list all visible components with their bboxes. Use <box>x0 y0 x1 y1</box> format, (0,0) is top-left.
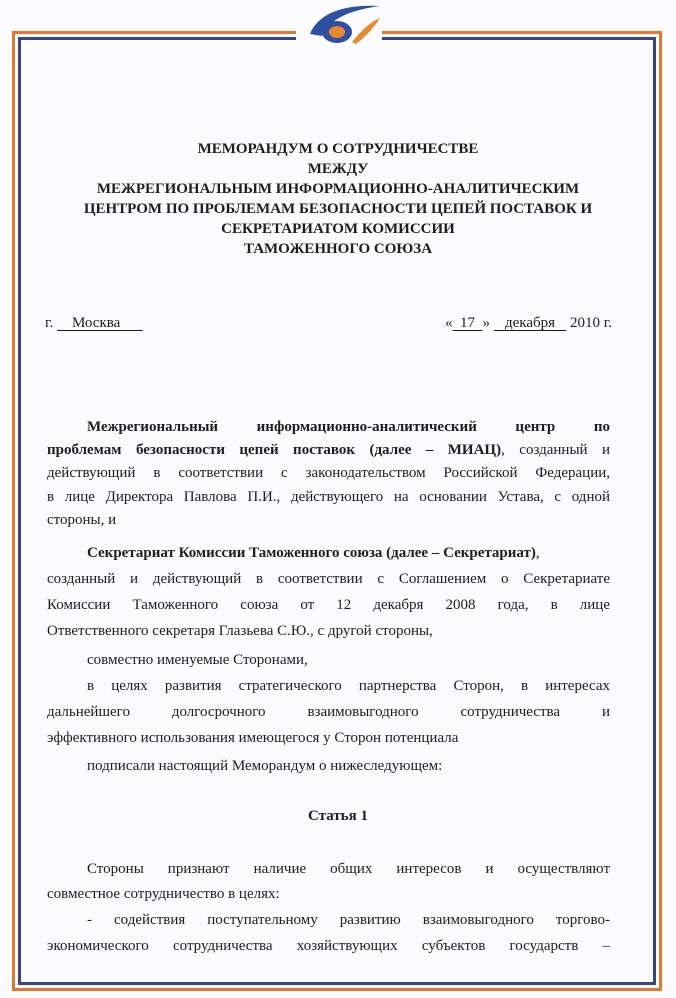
text-line: совместное сотрудничество в целях: <box>47 886 280 902</box>
eurasian-union-emblem-icon <box>296 4 382 50</box>
title-line: МЕЖДУ <box>307 161 369 177</box>
list-item: - содействия поступательному развитию взаимовыгодного торгово- <box>87 912 610 928</box>
signing-place <box>45 315 143 332</box>
text-line: проблемам безопасности цепей поставок (далее – МИАЦ), созданный и <box>47 442 611 458</box>
text-line: подписали настоящий Меморандум о нижеследующем: <box>87 758 443 774</box>
article-title: Статья 1 <box>308 808 368 824</box>
document-title <box>30 139 646 259</box>
title-line: МЕЖРЕГИОНАЛЬНЫМ ИНФОРМАЦИОННО-АНАЛИТИЧЕСКИМ <box>96 181 580 197</box>
text-line: экономического сотрудничества хозяйствующих субъектов государств – <box>47 938 610 954</box>
text-line: в лице Директора Павлова П.И., действующего на основании Устава, с одной <box>47 489 610 505</box>
text-line: действующий в соответствии с законодательством Российской Федерации, <box>47 465 610 481</box>
date-year: 2010 г. <box>570 315 612 331</box>
place-city: Москва <box>71 315 121 331</box>
title-line: ЦЕНТРОМ ПО ПРОБЛЕМАМ БЕЗОПАСНОСТИ ЦЕПЕЙ ПОСТАВОК И <box>83 201 593 217</box>
text-line: в целях развития стратегического партнерства Сторон, в интересах <box>87 678 610 694</box>
date-month: декабря <box>504 315 556 331</box>
signing-date: « 17 » декабря 2010 г. <box>444 315 612 331</box>
title-line: СЕКРЕТАРИАТОМ КОМИССИИ <box>221 221 455 237</box>
text-line: совместно именуемые Сторонами, <box>87 652 308 668</box>
text-line: созданный и действующий в соответствии с Соглашением о Секретариате <box>47 571 610 587</box>
text-line: Секретариат Комиссии Таможенного союза (далее – Секретариат), <box>87 545 540 561</box>
text-line: стороны, и <box>47 512 117 528</box>
text-line: дальнейшего долгосрочного взаимовыгодного сотрудничества и <box>47 704 610 720</box>
text-line: Комиссии Таможенного союза от 12 декабря 2008 года, в лице <box>47 597 610 613</box>
text-line: Межрегиональный информационно-аналитический центр по <box>87 419 610 435</box>
title-line: ТАМОЖЕННОГО СОЮЗА <box>243 241 433 257</box>
text-line: эффективного использования имеющегося у Сторон потенциала <box>47 730 459 746</box>
date-day: 17 <box>459 315 475 331</box>
place-prefix: г. <box>45 315 54 331</box>
text-line: Стороны признают наличие общих интересов и осуществляют <box>87 861 610 877</box>
text-line: Ответственного секретаря Глазьева С.Ю., с другой стороны, <box>47 623 433 639</box>
title-line: МЕМОРАНДУМ О СОТРУДНИЧЕСТВЕ <box>197 141 479 157</box>
